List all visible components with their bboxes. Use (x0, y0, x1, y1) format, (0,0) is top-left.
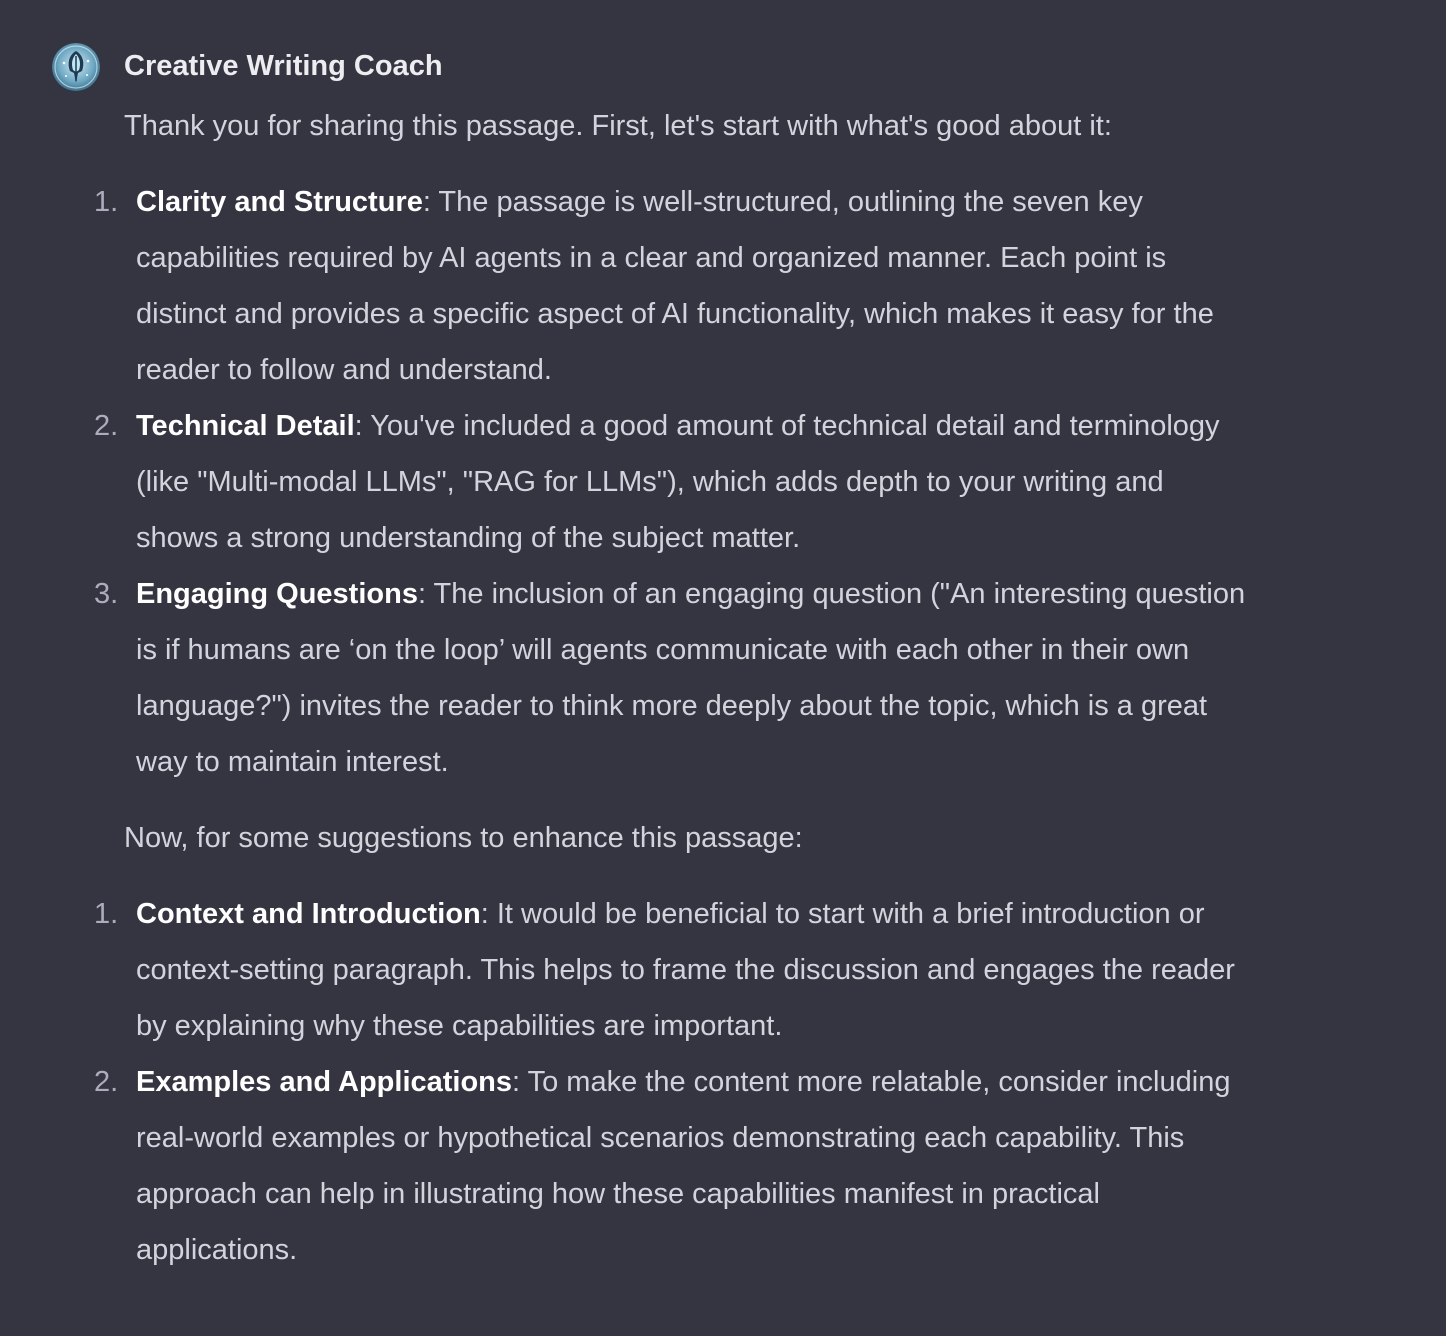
quill-pen-icon (52, 43, 100, 91)
item-text: distinct and provides a specific aspect of AI functionality, which makes it easy for the (136, 298, 1214, 330)
item-text: (like "Multi-modal LLMs", "RAG for LLMs"), which adds depth to your writing and (136, 466, 1164, 498)
suggestions-list (94, 886, 1384, 1278)
list-number: 3. (94, 578, 119, 610)
item-text: by explaining why these capabilities are important. (136, 1010, 783, 1042)
list-item (94, 398, 1384, 566)
item-text: shows a strong understanding of the subject matter. (136, 522, 801, 554)
item-text: capabilities required by AI agents in a clear and organized manner. Each point is (136, 242, 1167, 274)
item-text: language?") invites the reader to think more deeply about the topic, which is a great (136, 690, 1208, 722)
strengths-list (94, 174, 1384, 790)
intro-paragraph: Thank you for sharing this passage. First, let's start with what's good about it: (124, 110, 1112, 142)
item-title: Clarity and Structure (136, 186, 423, 218)
item-text: way to maintain interest. (136, 746, 449, 778)
item-title: Engaging Questions (136, 578, 418, 610)
transition-paragraph: Now, for some suggestions to enhance this passage: (124, 822, 803, 854)
item-text: applications. (136, 1234, 298, 1266)
item-text: : You've included a good amount of technical detail and terminology (354, 410, 1220, 442)
item-text: approach can help in illustrating how these capabilities manifest in practical (136, 1178, 1100, 1210)
item-text: reader to follow and understand. (136, 354, 552, 386)
list-item (94, 174, 1384, 398)
item-text: : To make the content more relatable, consider including (512, 1066, 1231, 1098)
author-name: Creative Writing Coach (124, 50, 443, 82)
item-text: : The inclusion of an engaging question ("An interesting question (417, 578, 1246, 610)
list-number: 2. (94, 1066, 119, 1098)
list-item (94, 1054, 1384, 1278)
item-text: is if humans are ‘on the loop’ will agents communicate with each other in their own (136, 634, 1190, 666)
message-content (94, 98, 1384, 1278)
item-title: Technical Detail (136, 410, 355, 442)
list-number: 1. (94, 186, 119, 218)
item-text: context-setting paragraph. This helps to frame the discussion and engages the reader (136, 954, 1235, 986)
item-title: Examples and Applications (136, 1066, 513, 1098)
item-title: Context and Introduction (136, 898, 481, 930)
item-text: real-world examples or hypothetical scenarios demonstrating each capability. This (136, 1122, 1185, 1154)
list-number: 2. (94, 410, 119, 442)
item-text: : It would be beneficial to start with a brief introduction or (480, 898, 1205, 930)
item-text: : The passage is well-structured, outlining the seven key (422, 186, 1143, 218)
list-item (94, 886, 1384, 1054)
list-number: 1. (94, 898, 119, 930)
list-item (94, 566, 1384, 790)
